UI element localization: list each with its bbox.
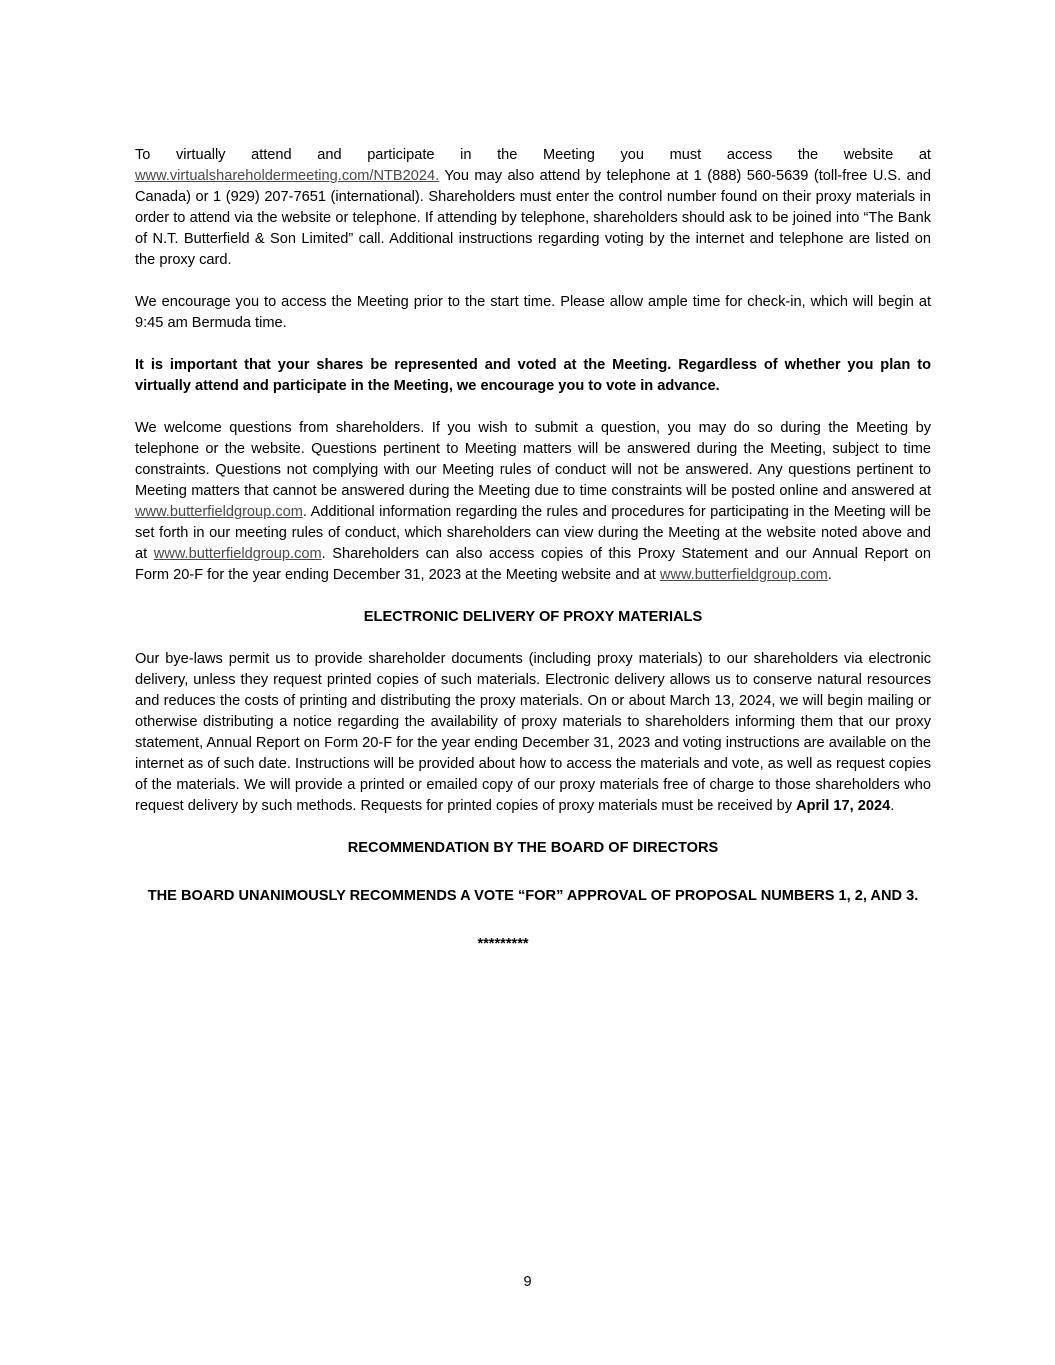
virtual-meeting-link[interactable]: www.virtualshareholdermeeting.com/NTB2024. (135, 168, 440, 184)
section-separator: ********* (477, 936, 529, 952)
text-segment: To virtually attend and participate in the Meeting you must access the website at (135, 147, 931, 163)
text-segment: You may also attend by telephone at 1 (888) 560-5639 (toll-free U.S. and Canada) or 1 (929) 207-7651 (international). Shareholders must enter the control number found on their proxy materials in order to attend via the website or telephone. If attending by telephone, shareholders should ask to be joined into “The Bank of N.T. Butterfield & Son Limited” call. Additional instructions regarding voting by the internet and telephone are listed on the proxy card. (135, 168, 931, 268)
butterfield-link-2[interactable]: www.butterfieldgroup.com (153, 546, 322, 562)
electronic-delivery-paragraph (135, 649, 931, 817)
text-segment: Our bye-laws permit us to provide shareholder documents (including proxy materials) to our shareholders via electronic delivery, unless they request printed copies of such materials. Electronic delivery allows us to conserve natural resources and reduces the costs of printing and distributing the proxy materials. On or about March 13, 2024, we will begin mailing or otherwise distributing a notice regarding the availability of proxy materials to shareholders informing them that our proxy statement, Annual Report on Form 20-F for the year ending December 31, 2023 and voting instructions are available on the internet as of such date. Instructions will be provided about how to access the materials and vote, as well as request copies of the materials. We will provide a printed or emailed copy of our proxy materials free of charge to those shareholders who request delivery by such methods. Requests for printed copies of proxy materials must be received by (135, 651, 931, 814)
butterfield-link-1[interactable]: www.butterfieldgroup.com (135, 504, 303, 520)
document-body (135, 145, 931, 955)
text-segment: We welcome questions from shareholders. If you wish to submit a question, you may do so during the Meeting by telephone or the website. Questions pertinent to Meeting matters will be answered during the Meeting, subject to time constraints. Questions not complying with our Meeting rules of conduct will not be answered. Any questions pertinent to Meeting matters that cannot be answered during the Meeting due to time constraints will be posted online and answered at (135, 420, 931, 499)
virtual-attendance-paragraph (135, 145, 931, 271)
page-number: 9 (523, 1274, 532, 1290)
butterfield-link-3[interactable]: www.butterfieldgroup.com (659, 567, 828, 583)
text-segment: . Shareholders can also access copies of this Proxy Statement and our Annual Report on Form 20-F for the year ending December 31, 2023 at the Meeting website and at (135, 546, 931, 583)
shareholder-questions-paragraph (135, 418, 931, 586)
recommendation-heading: RECOMMENDATION BY THE BOARD OF DIRECTORS (347, 840, 719, 856)
board-recommendation: THE BOARD UNANIMOUSLY RECOMMENDS A VOTE “FOR” APPROVAL OF PROPOSAL NUMBERS 1, 2, AND 3. (147, 888, 919, 904)
text-segment: . (890, 798, 895, 814)
check-in-paragraph: We encourage you to access the Meeting prior to the start time. Please allow ample time for check-in, which will begin at 9:45 am Bermuda time. (135, 294, 931, 331)
deadline-date: April 17, 2024 (796, 798, 891, 814)
text-segment: . (827, 567, 832, 583)
vote-importance-paragraph: It is important that your shares be represented and voted at the Meeting. Regardless of whether you plan to virtually attend and participate in the Meeting, we encourage you to vote in advance. (135, 357, 931, 394)
electronic-delivery-heading: ELECTRONIC DELIVERY OF PROXY MATERIALS (363, 609, 703, 625)
text-segment: . Additional information regarding the rules and procedures for participating in the Meeting will be set forth in our meeting rules of conduct, which shareholders can view during the Meeting at the website noted above and at (135, 504, 931, 562)
